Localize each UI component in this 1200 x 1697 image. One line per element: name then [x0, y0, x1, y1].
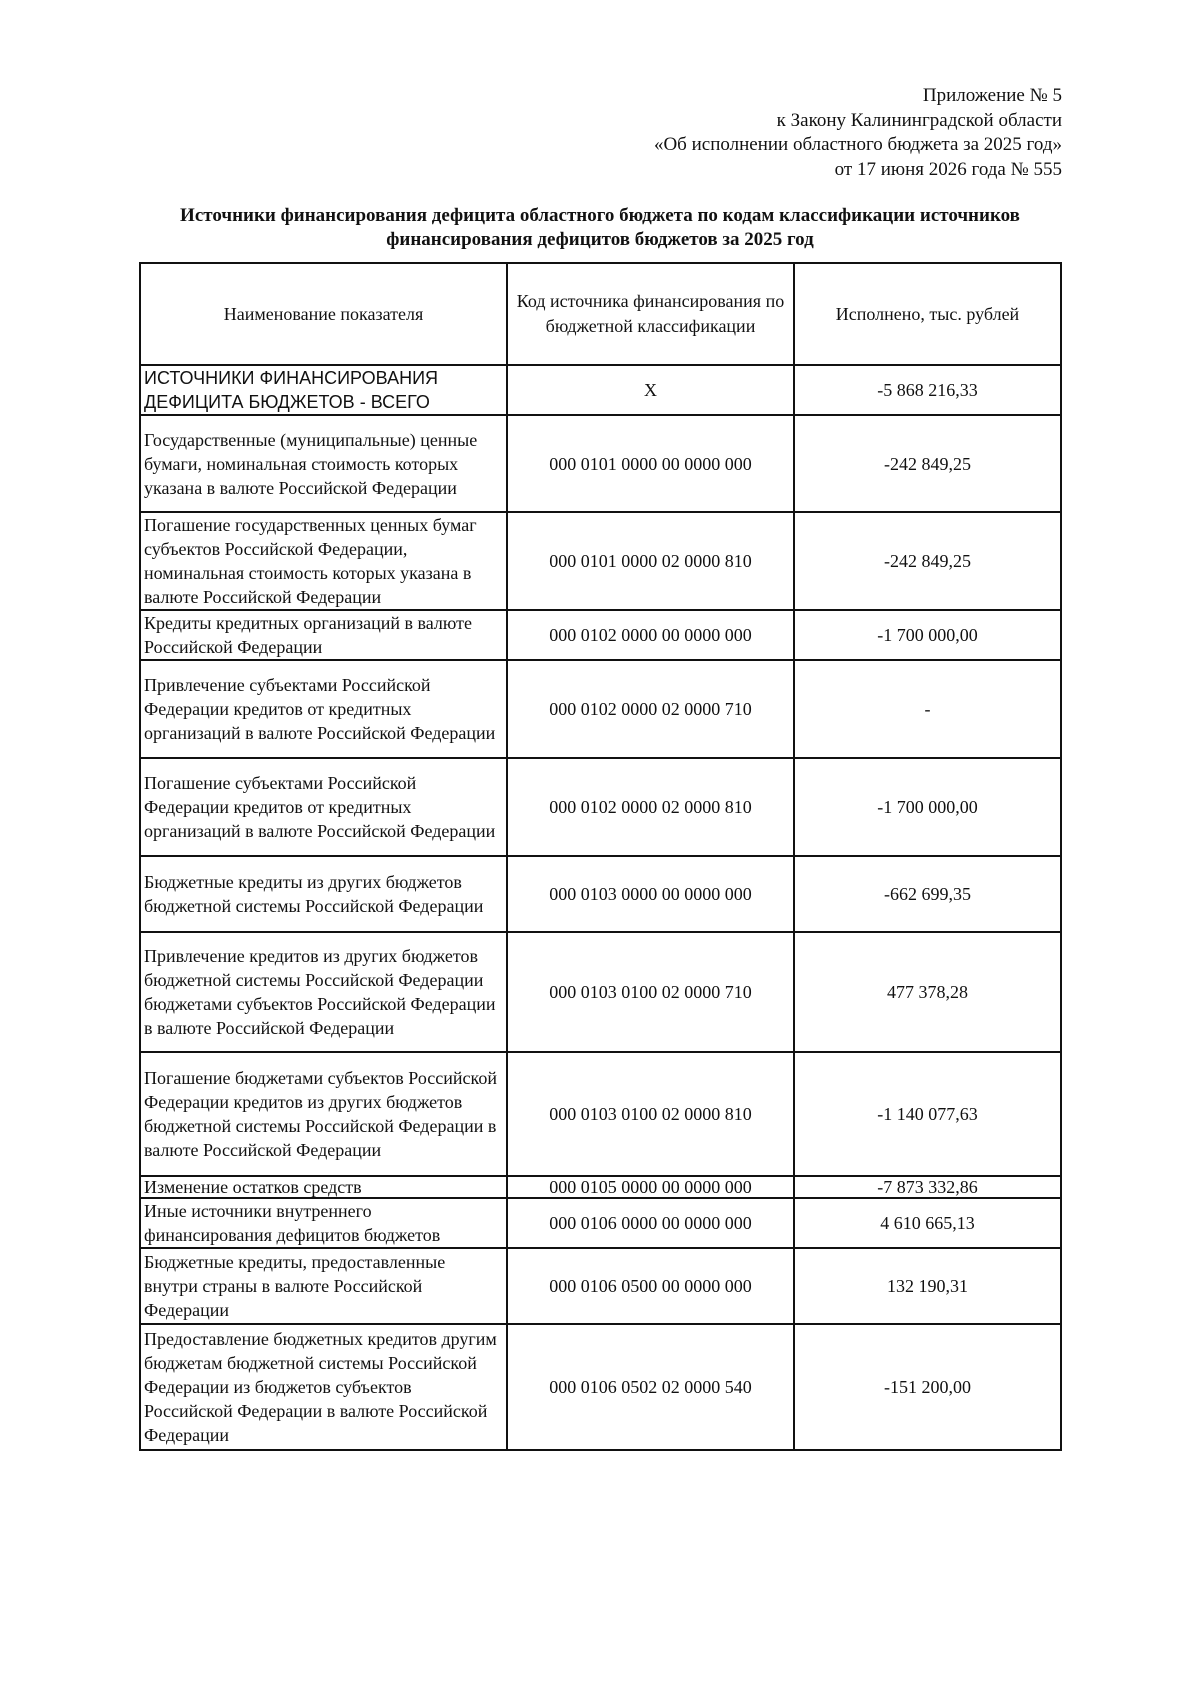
row-name: ИСТОЧНИКИ ФИНАНСИРОВАНИЯ ДЕФИЦИТА БЮДЖЕТОВ - ВСЕГО — [140, 365, 507, 415]
row-code: 000 0101 0000 02 0000 810 — [507, 512, 794, 610]
row-value: -242 849,25 — [794, 512, 1061, 610]
row-name: Привлечение кредитов из других бюджетов бюджетной системы Российской Федерации бюджетами субъектов Российской Федерации в валюте Российской Федерации — [140, 932, 507, 1052]
row-value: -151 200,00 — [794, 1324, 1061, 1450]
row-value: 477 378,28 — [794, 932, 1061, 1052]
table-row — [140, 1176, 1061, 1198]
row-name: Изменение остатков средств — [140, 1176, 507, 1198]
row-code: 000 0105 0000 00 0000 000 — [507, 1176, 794, 1198]
row-value: -242 849,25 — [794, 415, 1061, 512]
table-header-row — [140, 263, 1061, 365]
row-value: 4 610 665,13 — [794, 1198, 1061, 1248]
row-code: 000 0103 0100 02 0000 710 — [507, 932, 794, 1052]
table-row — [140, 856, 1061, 932]
row-code: Х — [507, 365, 794, 415]
appendix-date: от 17 июня 2026 года № 555 — [834, 158, 1062, 180]
appendix-law: к Закону Калининградской области — [776, 109, 1062, 131]
appendix-law-title: «Об исполнении областного бюджета за 2025 год» — [653, 134, 1062, 155]
table-row — [140, 758, 1061, 856]
table-row — [140, 1324, 1061, 1450]
row-value: -5 868 216,33 — [794, 365, 1061, 415]
row-code: 000 0101 0000 00 0000 000 — [507, 415, 794, 512]
row-value: -7 873 332,86 — [794, 1176, 1061, 1198]
row-value: -662 699,35 — [794, 856, 1061, 932]
header-name: Наименование показателя — [140, 263, 507, 365]
row-name: Государственные (муниципальные) ценные бумаги, номинальная стоимость которых указана в валюте Российской Федерации — [140, 415, 507, 512]
row-name: Погашение бюджетами субъектов Российской Федерации кредитов из других бюджетов бюджетной системы Российской Федерации в валюте Российской Федерации — [140, 1052, 507, 1176]
appendix-number: Приложение № 5 — [922, 85, 1062, 106]
document-title — [140, 204, 1060, 252]
table-row — [140, 932, 1061, 1052]
table-row — [140, 365, 1061, 415]
row-code: 000 0102 0000 00 0000 000 — [507, 610, 794, 660]
table-row — [140, 660, 1061, 758]
header-code: Код источника финансирования по бюджетной классификации — [507, 263, 794, 365]
row-name: Предоставление бюджетных кредитов другим бюджетам бюджетной системы Российской Федерации из бюджетов субъектов Российской Федерации в валюте Российской Федерации — [140, 1324, 507, 1450]
row-name: Иные источники внутреннего финансирования дефицитов бюджетов — [140, 1198, 507, 1248]
row-name: Погашение субъектами Российской Федерации кредитов от кредитных организаций в валюте Российской Федерации — [140, 758, 507, 856]
row-name: Кредиты кредитных организаций в валюте Российской Федерации — [140, 610, 507, 660]
row-value: 132 190,31 — [794, 1248, 1061, 1324]
row-value: -1 140 077,63 — [794, 1052, 1061, 1176]
document-title-line-2: финансирования дефицитов бюджетов за 2025 год — [386, 229, 814, 250]
row-name: Привлечение субъектами Российской Федерации кредитов от кредитных организаций в валюте Российской Федерации — [140, 660, 507, 758]
row-code: 000 0106 0500 00 0000 000 — [507, 1248, 794, 1324]
document-title-line-1: Источники финансирования дефицита областного бюджета по кодам классификации источников — [180, 205, 1020, 226]
row-code: 000 0106 0000 00 0000 000 — [507, 1198, 794, 1248]
table-row — [140, 610, 1061, 660]
table-row — [140, 1052, 1061, 1176]
row-code: 000 0103 0100 02 0000 810 — [507, 1052, 794, 1176]
financing-sources-table — [139, 262, 1062, 1451]
table-row — [140, 1248, 1061, 1324]
row-code: 000 0103 0000 00 0000 000 — [507, 856, 794, 932]
row-value: -1 700 000,00 — [794, 610, 1061, 660]
row-name: Погашение государственных ценных бумаг субъектов Российской Федерации, номинальная стоимость которых указана в валюте Российской Федерации — [140, 512, 507, 610]
table-row — [140, 512, 1061, 610]
table-row — [140, 1198, 1061, 1248]
header-value: Исполнено, тыс. рублей — [794, 263, 1061, 365]
table-row — [140, 415, 1061, 512]
appendix-block — [654, 84, 1062, 182]
row-code: 000 0102 0000 02 0000 710 — [507, 660, 794, 758]
row-name: Бюджетные кредиты, предоставленные внутри страны в валюте Российской Федерации — [140, 1248, 507, 1324]
row-value: - — [794, 660, 1061, 758]
row-value: -1 700 000,00 — [794, 758, 1061, 856]
row-code: 000 0106 0502 02 0000 540 — [507, 1324, 794, 1450]
row-name: Бюджетные кредиты из других бюджетов бюджетной системы Российской Федерации — [140, 856, 507, 932]
row-code: 000 0102 0000 02 0000 810 — [507, 758, 794, 856]
